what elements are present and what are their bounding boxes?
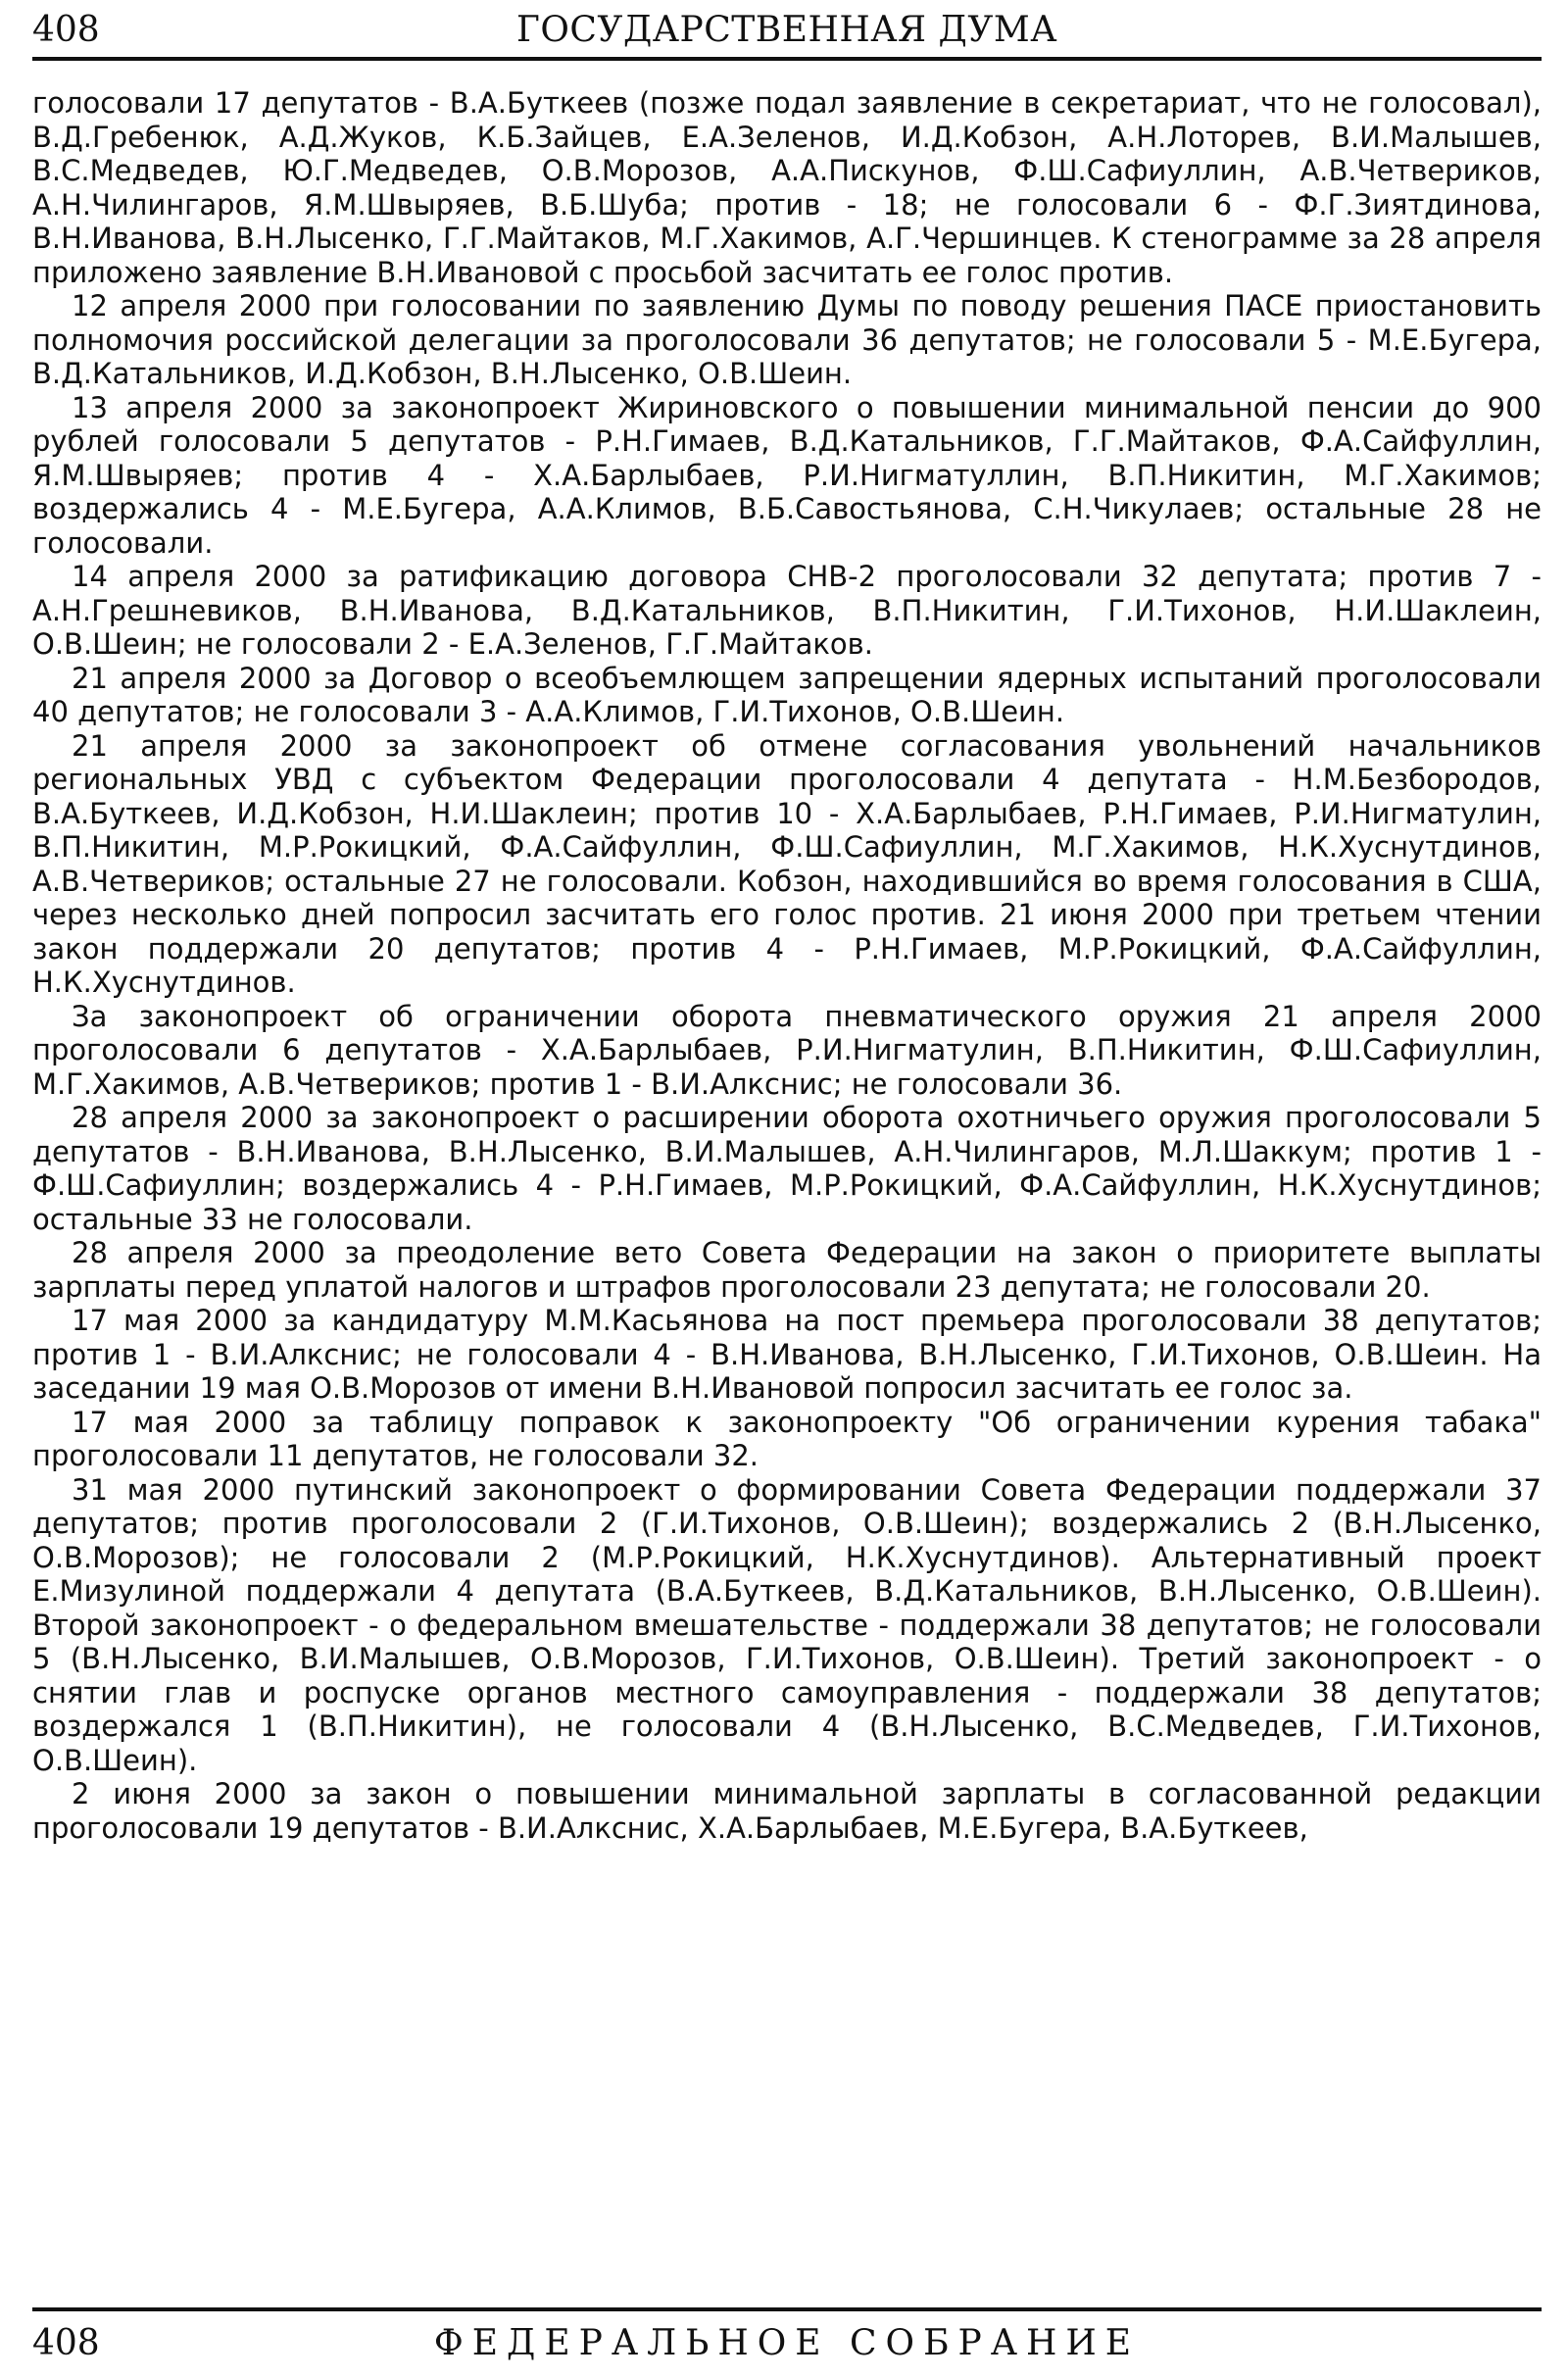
paragraph: 2 июня 2000 за закон о повышении минимальной зарплаты в согласованной редакции проголосовали 19 депутатов - В.И.Алкснис, Х.А.Барлыбаев, М.Е.Бугера, В.А.Буткеев, <box>32 1777 1542 1845</box>
header-page-number: 408 <box>32 10 100 50</box>
page-header <box>32 6 1542 53</box>
paragraph: 28 апреля 2000 за законопроект о расширении оборота охотничьего оружия проголосовали 5 депутатов - В.Н.Иванова, В.Н.Лысенко, В.И.Малышев, А.Н.Чилингаров, М.Л.Шаккум; против 1 - Ф.Ш.Сафиуллин; воздержались 4 - Р.Н.Гимаев, М.Р.Рокицкий, Ф.А.Сайфуллин, Н.К.Хуснутдинов; остальные 33 не голосовали. <box>32 1101 1542 1236</box>
paragraph: 21 апреля 2000 за законопроект об отмене согласования увольнений начальников региональных УВД с субъектом Федерации проголосовали 4 депутата - Н.М.Безбородов, В.А.Буткеев, И.Д.Кобзон, Н.И.Шаклеин; против 10 - Х.А.Барлыбаев, Р.Н.Гимаев, Р.И.Нигматулин, В.П.Никитин, М.Р.Рокицкий, Ф.А.Сайфуллин, Ф.Ш.Сафиуллин, М.Г.Хакимов, Н.К.Хуснутдинов, А.В.Четвериков; остальные 27 не голосовали. Кобзон, находившийся во время голосования в США, через несколько дней попросил засчитать его голос против. 21 июня 2000 при третьем чтении закон поддержали 20 депутатов; против 4 - Р.Н.Гимаев, М.Р.Рокицкий, Ф.А.Сайфуллин, Н.К.Хуснутдинов. <box>32 728 1542 999</box>
paragraph: 28 апреля 2000 за преодоление вето Совета Федерации на закон о приоритете выплаты зарплаты перед уплатой налогов и штрафов проголосовали 23 депутата; не голосовали 20. <box>32 1236 1542 1304</box>
paragraph: 31 мая 2000 путинский законопроект о формировании Совета Федерации поддержали 37 депутатов; против проголосовали 2 (Г.И.Тихонов, О.В.Шеин); воздержались 2 (В.Н.Лысенко, О.В.Морозов); не голосовали 2 (М.Р.Рокицкий, Н.К.Хуснутдинов). Альтернативный проект Е.Мизулиной поддержали 4 депутата (В.А.Буткеев, В.Д.Катальников, В.Н.Лысенко, О.В.Шеин). Второй законопроект - о федеральном вмешательстве - поддержали 38 депутатов; не голосовали 5 (В.Н.Лысенко, В.И.Малышев, О.В.Морозов, Г.И.Тихонов, О.В.Шеин). Третий законопроект - о снятии глав и роспуске органов местного самоуправления - поддержали 38 депутатов; воздержался 1 (В.П.Никитин), не голосовали 4 (В.Н.Лысенко, В.С.Медведев, Г.И.Тихонов, О.В.Шеин). <box>32 1472 1542 1777</box>
page-footer <box>32 2317 1542 2372</box>
paragraph: 17 мая 2000 за таблицу поправок к законопроекту "Об ограничении курения табака" проголосовали 11 депутатов, не голосовали 32. <box>32 1405 1542 1472</box>
header-rule <box>32 57 1542 61</box>
footer-page-number: 408 <box>32 2323 100 2363</box>
paragraph: 14 апреля 2000 за ратификацию договора СНВ-2 проголосовали 32 депутата; против 7 - А.Н.Грешневиков, В.Н.Иванова, В.Д.Катальников, В.П.Никитин, Г.И.Тихонов, Н.И.Шаклеин, О.В.Шеин; не голосовали 2 - Е.А.Зеленов, Г.Г.Майтаков. <box>32 560 1542 661</box>
paragraph: 21 апреля 2000 за Договор о всеобъемлющем запрещении ядерных испытаний проголосовали 40 депутатов; не голосовали 3 - А.А.Климов, Г.И.Тихонов, О.В.Шеин. <box>32 661 1542 728</box>
header-title: ГОСУДАРСТВЕННАЯ ДУМА <box>516 10 1057 50</box>
paragraph: За законопроект об ограничении оборота пневматического оружия 21 апреля 2000 проголосовали 6 депутатов - Х.А.Барлыбаев, Р.И.Нигматулин, В.П.Никитин, Ф.Ш.Сафиуллин, М.Г.Хакимов, А.В.Четвериков; против 1 - В.И.Алкснис; не голосовали 36. <box>32 999 1542 1101</box>
paragraph: 13 апреля 2000 за законопроект Жириновского о повышении минимальной пенсии до 900 рублей голосовали 5 депутатов - Р.Н.Гимаев, В.Д.Катальников, Г.Г.Майтаков, Ф.А.Сайфуллин, Я.М.Швыряев; против 4 - Х.А.Барлыбаев, Р.И.Нигматуллин, В.П.Никитин, М.Г.Хакимов; воздержались 4 - М.Е.Бугера, А.А.Климов, В.Б.Савостьянова, С.Н.Чикулаев; остальные 28 не голосовали. <box>32 390 1542 560</box>
paragraph: 17 мая 2000 за кандидатуру М.М.Касьянова на пост премьера проголосовали 38 депутатов; против 1 - В.И.Алкснис; не голосовали 4 - В.Н.Иванова, В.Н.Лысенко, Г.И.Тихонов, О.В.Шеин. На заседании 19 мая О.В.Морозов от имени В.Н.Ивановой попросил засчитать ее голос за. <box>32 1304 1542 1405</box>
footer-title: ФЕДЕРАЛЬНОЕ СОБРАНИЕ <box>433 2323 1141 2363</box>
footer-rule <box>32 2307 1542 2311</box>
page-body <box>32 86 1542 1845</box>
paragraph: 12 апреля 2000 при голосовании по заявлению Думы по поводу решения ПАСЕ приостановить полномочия российской делегации за проголосовали 36 депутатов; не голосовали 5 - М.Е.Бугера, В.Д.Катальников, И.Д.Кобзон, В.Н.Лысенко, О.В.Шеин. <box>32 289 1542 390</box>
paragraph: голосовали 17 депутатов - В.А.Буткеев (позже подал заявление в секретариат, что не голосовал), В.Д.Гребенюк, А.Д.Жуков, К.Б.Зайцев, Е.А.Зеленов, И.Д.Кобзон, А.Н.Лоторев, В.И.Малышев, В.С.Медведев, Ю.Г.Медведев, О.В.Морозов, А.А.Пискунов, Ф.Ш.Сафиуллин, А.В.Четвериков, А.Н.Чилингаров, Я.М.Швыряев, В.Б.Шуба; против - 18; не голосовали 6 - Ф.Г.Зиятдинова, В.Н.Иванова, В.Н.Лысенко, Г.Г.Майтаков, М.Г.Хакимов, А.Г.Чершинцев. К стенограмме за 28 апреля приложено заявление В.Н.Ивановой с просьбой засчитать ее голос против. <box>32 86 1542 289</box>
